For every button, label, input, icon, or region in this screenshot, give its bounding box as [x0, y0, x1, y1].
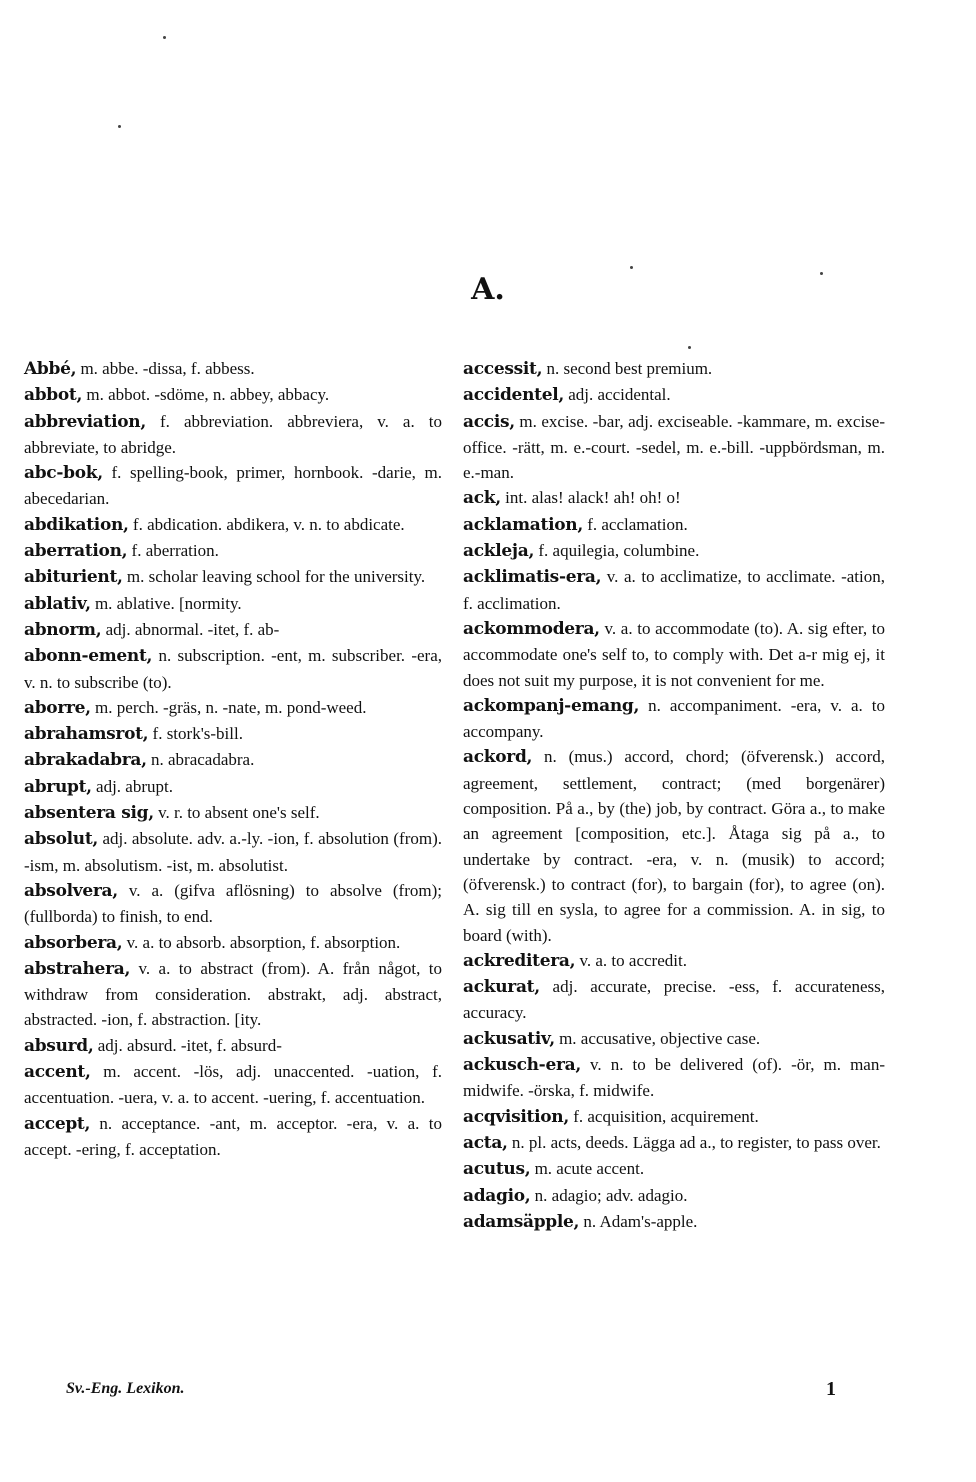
dictionary-entry: [463, 1209, 885, 1235]
entry-headword: ackord,: [463, 747, 533, 768]
entry-headword: abiturient,: [24, 567, 123, 588]
page-number: 1: [826, 1378, 836, 1400]
dictionary-entry: [24, 382, 442, 408]
entry-headword: adamsäpple,: [463, 1211, 580, 1232]
entry-headword: ablativ,: [24, 593, 91, 614]
entry-headword: adagio,: [463, 1185, 531, 1206]
entry-definition: v. a. to abstract (from). A. från något, to withdraw from consideration. abstrakt, adj. abstract, abstracted. -ion, f. abstraction. [ity.: [24, 958, 442, 1030]
entry-headword: acutus,: [463, 1159, 531, 1180]
dictionary-entry: [463, 948, 885, 974]
entry-headword: aborre,: [24, 697, 91, 718]
dictionary-entry: [24, 643, 442, 695]
entry-headword: ackurat,: [463, 977, 540, 998]
dictionary-entry: [24, 538, 442, 564]
entry-definition: m. perch. -gräs, n. -nate, m. pond-weed.: [90, 697, 367, 717]
entry-definition: v. a. to accommodate (to). A. sig efter, to accommodate one's self to, to comply with. Det a-r mig ej, it does not suit my purpose, it is not convenient for me.: [463, 618, 885, 690]
entry-definition: int. alas! alack! ah! oh! o!: [500, 488, 681, 508]
entry-headword: accis,: [463, 411, 515, 432]
entry-definition: adj. accidental.: [563, 385, 671, 405]
entry-headword: abrupt,: [24, 776, 92, 797]
dictionary-entry: [24, 512, 442, 538]
print-speck: [630, 266, 633, 269]
dictionary-entry: [24, 409, 442, 461]
entry-headword: ackusativ,: [463, 1028, 555, 1049]
print-speck: [118, 125, 121, 128]
entry-headword: absolut,: [24, 829, 99, 850]
entry-definition: adj. abrupt.: [91, 776, 173, 796]
entry-headword: abnorm,: [24, 619, 102, 640]
dictionary-entry: [463, 1026, 885, 1052]
dictionary-entry: [463, 974, 885, 1026]
dictionary-entry: [463, 382, 885, 408]
entry-headword: ackreditera,: [463, 950, 576, 971]
entry-definition: m. excise. -bar, adj. exciseable. -kammare, m. excise-office. -rätt, m. e.-court. -sedel, m. e.-bill. -uppbördsman, m. e.-man.: [463, 411, 885, 483]
dictionary-entry: [24, 564, 442, 590]
entry-definition: f. acquisition, acquirement.: [568, 1106, 759, 1126]
entry-headword: acqvisition,: [463, 1106, 569, 1127]
entry-definition: f. stork's-bill.: [148, 724, 243, 744]
entry-headword: aberration,: [24, 541, 128, 562]
dictionary-entry: [24, 800, 442, 826]
dictionary-entry: [24, 930, 442, 956]
entry-definition: v. n. to be delivered (of). -ör, m. man-midwife. -örska, f. midwife.: [463, 1055, 885, 1101]
dictionary-entry: [463, 1130, 885, 1156]
dictionary-entry: [24, 1033, 442, 1059]
entry-headword: ackommodera,: [463, 618, 600, 639]
entry-definition: n. second best premium.: [542, 359, 713, 378]
entry-headword: abbot,: [24, 385, 83, 406]
entry-definition: m. scholar leaving school for the university.: [122, 567, 426, 587]
entry-definition: f. acclamation.: [582, 514, 688, 534]
dictionary-entry: [24, 1111, 442, 1163]
entry-definition: n. (mus.) accord, chord; (öfverensk.) accord, agreement, settlement, contract; (med borgenärer) composition. På a., by (the) job, by contract. Göra a., to make an agreement [composition, etc.]. Åtaga sig på a., to undertake by contract. -era, v. n. (musik) to accord; (öfverensk.) to contract (for), to bargain (for), to agree (on). A. sig till en sysla, to agree for a commission. A. in sig, to board (with).: [463, 747, 885, 945]
dictionary-entry: [463, 485, 885, 511]
entry-headword: accessit,: [463, 359, 543, 379]
section-letter-heading: A.: [471, 272, 505, 307]
entry-headword: abbreviation,: [24, 411, 146, 432]
entry-headword: Abbé,: [24, 359, 77, 379]
dictionary-entry: [463, 512, 885, 538]
dictionary-entry: [463, 693, 885, 745]
entry-headword: accidentel,: [463, 385, 564, 406]
dictionary-entry: [463, 1156, 885, 1182]
entry-definition: n. abracadabra.: [146, 750, 255, 770]
entry-definition: v. a. to accredit.: [575, 950, 687, 970]
dictionary-entry: [463, 1104, 885, 1130]
print-speck: [688, 346, 691, 349]
entry-definition: f. aberration.: [127, 541, 219, 561]
entry-definition: adj. absolute. adv. a.-ly. -ion, f. absolution (from). -ism, m. absolutism. -ist, m. absolutist.: [24, 829, 442, 875]
entry-headword: abrakadabra,: [24, 750, 147, 771]
footer-signature: Sv.-Eng. Lexikon.: [66, 1380, 185, 1397]
entry-headword: acta,: [463, 1132, 508, 1153]
entry-headword: absorbera,: [24, 932, 123, 953]
dictionary-entry: [463, 616, 885, 693]
dictionary-entry: [24, 591, 442, 617]
dictionary-entry: [463, 1183, 885, 1209]
entry-headword: absolvera,: [24, 880, 118, 901]
entry-definition: f. abdication. abdikera, v. n. to abdicate.: [128, 514, 405, 534]
dictionary-entry: [463, 1052, 885, 1104]
entry-headword: abrahamsrot,: [24, 724, 149, 745]
dictionary-entry: [24, 826, 442, 878]
entry-headword: acklimatis-era,: [463, 567, 602, 588]
dictionary-entry: [24, 878, 442, 930]
dictionary-entry: [24, 956, 442, 1033]
dictionary-entry: [24, 460, 442, 512]
dictionary-entry: [24, 356, 442, 382]
entry-headword: abdikation,: [24, 514, 129, 535]
dictionary-entry: [463, 538, 885, 564]
dictionary-entry: [463, 356, 885, 382]
entry-headword: absurd,: [24, 1035, 94, 1056]
entry-headword: abstrahera,: [24, 958, 131, 979]
entry-definition: n. Adam's-apple.: [579, 1211, 698, 1231]
entry-definition: adj. abnormal. -itet, f. ab-: [101, 619, 280, 639]
entry-definition: f. abbreviation. abbreviera, v. a. to abbreviate, to abridge.: [24, 411, 442, 457]
entry-definition: n. subscription. -ent, m. subscriber. -era, v. n. to subscribe (to).: [24, 646, 442, 692]
entry-definition: v. a. to acclimatize, to acclimate. -ation, f. acclimation.: [463, 567, 885, 613]
entry-headword: accept,: [24, 1113, 91, 1134]
entry-definition: v. a. to absorb. absorption, f. absorption.: [122, 932, 401, 952]
right-column: [463, 356, 885, 1235]
entry-headword: ackusch-era,: [463, 1055, 581, 1076]
dictionary-entry: [24, 774, 442, 800]
entry-definition: v. r. to absent one's self.: [153, 803, 320, 823]
entry-definition: adj. absurd. -itet, f. absurd-: [93, 1035, 282, 1055]
entry-headword: ack,: [463, 488, 501, 509]
entry-headword: abc-bok,: [24, 463, 103, 484]
dictionary-entry: [24, 747, 442, 773]
entry-definition: n. acceptance. -ant, m. acceptor. -era, v. a. to accept. -ering, f. acceptation.: [24, 1113, 442, 1159]
print-speck: [163, 36, 166, 39]
entry-headword: ackompanj-emang,: [463, 695, 640, 716]
entry-headword: abonn-ement,: [24, 646, 153, 667]
entry-definition: m. acute accent.: [530, 1159, 645, 1179]
dictionary-entry: [24, 721, 442, 747]
entry-definition: n. pl. acts, deeds. Lägga ad a., to register, to pass over.: [507, 1132, 881, 1152]
dictionary-entry: [24, 617, 442, 643]
dictionary-entry: [463, 409, 885, 486]
entry-headword: absentera sig,: [24, 803, 154, 824]
dictionary-entry: [463, 744, 885, 947]
entry-definition: v. a. (gifva aflösning) to absolve (from); (fullborda) to finish, to end.: [24, 880, 442, 927]
dictionary-entry: [24, 1059, 442, 1111]
left-column: [24, 356, 442, 1162]
dictionary-entry: [463, 564, 885, 616]
entry-headword: acklamation,: [463, 514, 583, 535]
entry-definition: adj. accurate, precise. -ess, f. accurateness, accuracy.: [463, 977, 885, 1023]
entry-definition: m. accent. -lös, adj. unaccented. -uation, f. accentuation. -uera, v. a. to accent. -uering, f. accentuation.: [24, 1062, 442, 1108]
entry-definition: m. abbot. -sdöme, n. abbey, abbacy.: [82, 385, 330, 405]
entry-headword: accent,: [24, 1062, 91, 1083]
entry-headword: ackleja,: [463, 541, 535, 562]
entry-definition: f. spelling-book, primer, hornbook. -darie, m. abecedarian.: [24, 463, 442, 509]
entry-definition: m. ablative. [normity.: [90, 593, 242, 613]
entry-definition: n. adagio; adv. adagio.: [530, 1185, 688, 1205]
entry-definition: n. accompaniment. -era, v. a. to accompany.: [463, 695, 885, 742]
entry-definition: m. abbe. -dissa, f. abbess.: [76, 359, 255, 378]
dictionary-entry: [24, 695, 442, 721]
entry-definition: f. aquilegia, columbine.: [534, 541, 700, 561]
entry-definition: m. accusative, objective case.: [554, 1028, 761, 1048]
